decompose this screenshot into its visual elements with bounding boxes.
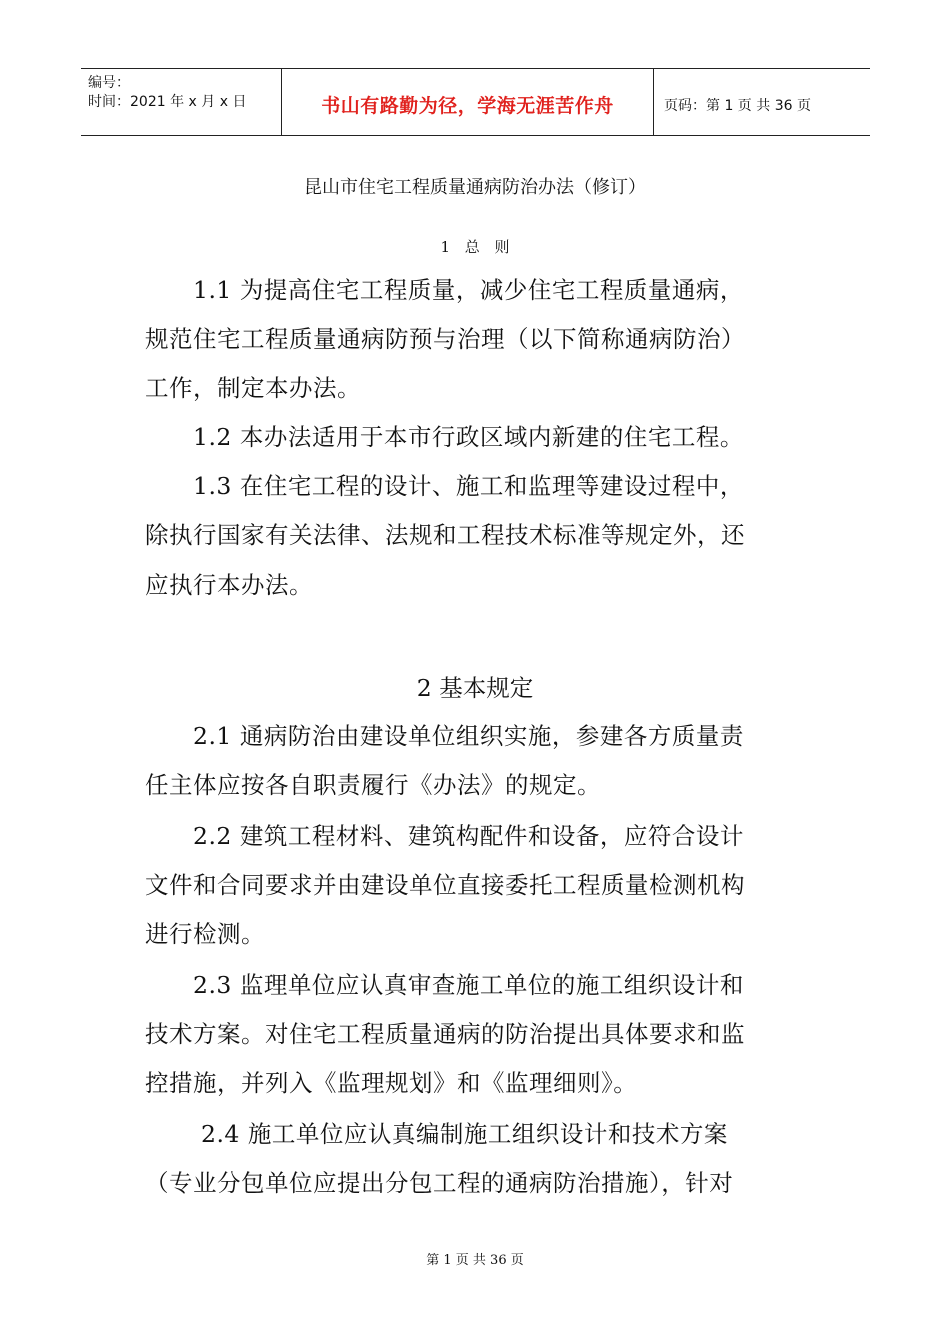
paragraph-line: 规范住宅工程质量通病防预与治理（以下简称通病防治） — [145, 325, 745, 353]
header-motto-cell — [282, 69, 654, 135]
paragraph-line: 进行检测。 — [145, 920, 265, 948]
paragraph-line: 文件和合同要求并由建设单位直接委托工程质量检测机构 — [145, 871, 745, 899]
paragraph-line: 1.3 在住宅工程的设计、施工和监理等建设过程中， — [193, 472, 744, 500]
paragraph-line: 任主体应按各自职责履行《办法》的规定。 — [145, 771, 601, 799]
header-page-cell — [654, 69, 870, 135]
paragraph-line: 除执行国家有关法律、法规和工程技术标准等规定外，还 — [145, 521, 745, 549]
paragraph-line: 应执行本办法。 — [145, 571, 313, 599]
section-heading-1: 1 总 则 — [440, 238, 510, 256]
paragraph-line: （专业分包单位应提出分包工程的通病防治措施），针对 — [145, 1169, 734, 1197]
page-header — [81, 68, 870, 136]
paragraph-line: 技术方案。对住宅工程质量通病的防治提出具体要求和监 — [145, 1020, 745, 1048]
section-heading-2: 2 基本规定 — [416, 674, 534, 702]
paragraph-line: 2.1 通病防治由建设单位组织实施，参建各方质量责 — [193, 722, 744, 750]
paragraph-line: 2.4 施工单位应认真编制施工组织设计和技术方案 — [201, 1120, 728, 1148]
paragraph-line: 控措施，并列入《监理规划》和《监理细则》。 — [145, 1069, 638, 1097]
header-page-info: 页码：第 1 页 共 36 页 — [664, 98, 811, 114]
header-motto: 书山有路勤为径，学海无涯苦作舟 — [321, 95, 614, 117]
document-title: 昆山市住宅工程质量通病防治办法（修订） — [304, 177, 646, 198]
paragraph-line: 1.1 为提高住宅工程质量，减少住宅工程质量通病， — [193, 276, 744, 304]
paragraph-line: 2.2 建筑工程材料、建筑构配件和设备，应符合设计 — [193, 822, 744, 850]
paragraph-line: 工作，制定本办法。 — [145, 374, 361, 402]
paragraph-line: 1.2 本办法适用于本市行政区域内新建的住宅工程。 — [193, 423, 744, 451]
document-date-label: 时间：2021 年 x 月 x 日 — [88, 94, 247, 110]
header-meta — [81, 69, 282, 135]
page-footer: 第 1 页 共 36 页 — [426, 1253, 524, 1268]
document-number-label: 编号： — [88, 75, 130, 91]
paragraph-line: 2.3 监理单位应认真审查施工单位的施工组织设计和 — [193, 971, 744, 999]
